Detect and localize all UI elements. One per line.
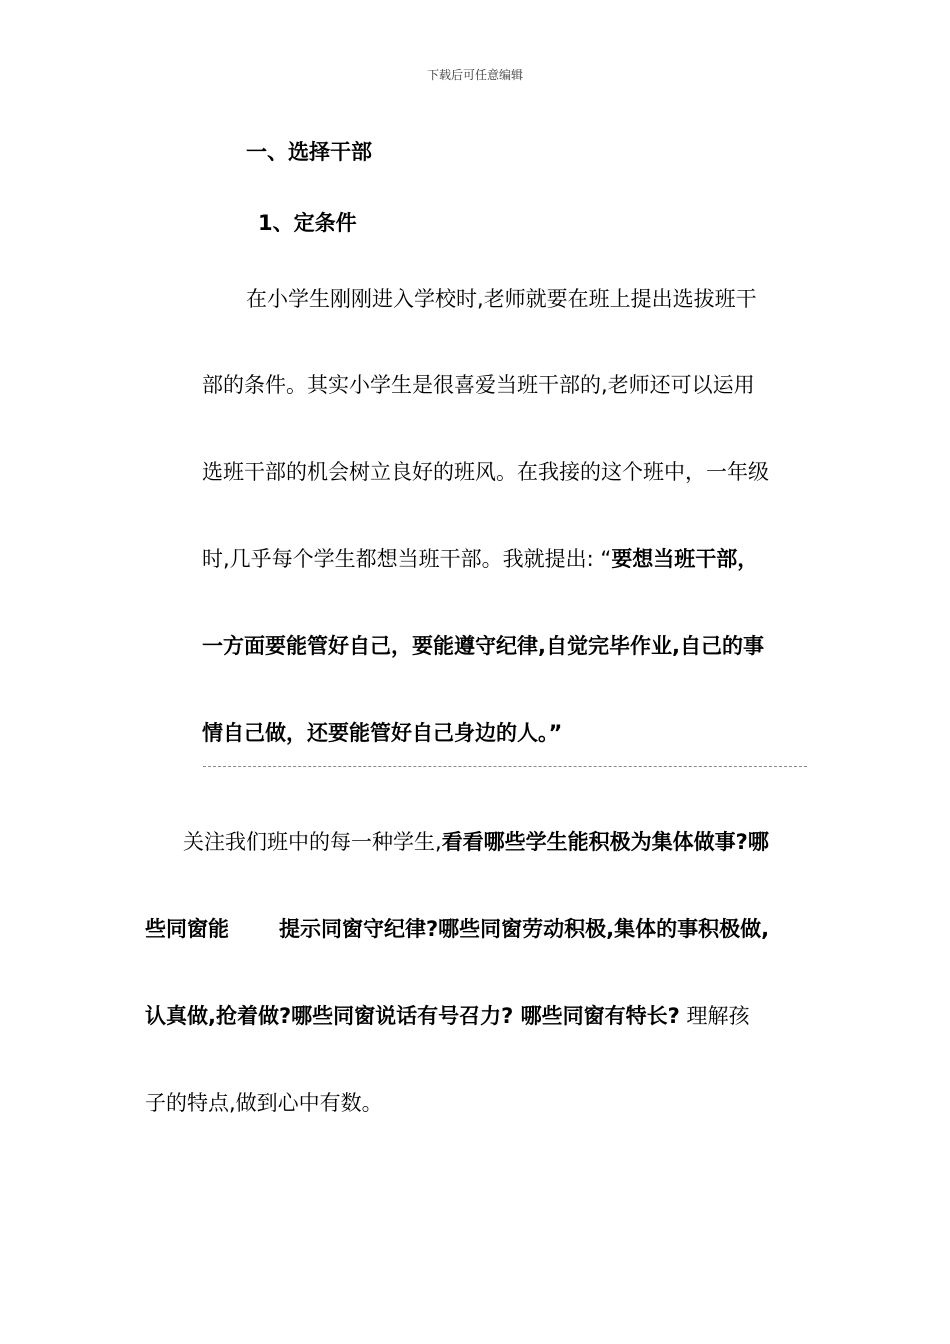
paragraph-1-line-2: 部的条件。其实小学生是很喜爱当班干部的,老师还可以运用 [202, 373, 755, 397]
paragraph-1-line-4 [202, 545, 758, 573]
paragraph-2-line-1-bold: 看看哪些学生能积极为集体做事?哪 [441, 830, 769, 854]
paragraph-1-line-4-regular: 时,几乎每个学生都想当班干部。我就提出: “ [202, 547, 612, 571]
paragraph-2-line-2-part-a: 些同窗能 [145, 917, 229, 941]
subheading-set-conditions: 1、定条件 [258, 211, 357, 235]
paragraph-2-line-4: 子的特点,做到心中有数。 [145, 1091, 383, 1115]
paragraph-2-line-3 [145, 1002, 750, 1030]
dashed-divider [203, 766, 807, 767]
paragraph-2-line-3-regular: 理解孩 [679, 1004, 750, 1028]
paragraph-2-line-2 [145, 915, 769, 943]
paragraph-2-line-3-bold: 认真做,抢着做?哪些同窗说话有号召力? 哪些同窗有特长? [145, 1004, 680, 1028]
paragraph-1-line-6: 情自己做，还要能管好自己身边的人。” [202, 721, 563, 745]
paragraph-1-line-4-bold: 要想当班干部， [611, 547, 759, 571]
paragraph-2-line-1-regular: 关注我们班中的每一种学生, [183, 830, 442, 854]
page-header: 下载后可任意编辑 [426, 68, 523, 82]
paragraph-2-line-1 [183, 828, 769, 856]
paragraph-1-line-3: 选班干部的机会树立良好的班风。在我接的这个班中，一年级 [202, 460, 769, 484]
paragraph-2-line-2-part-b: 提示同窗守纪律?哪些同窗劳动积极,集体的事积极做, [279, 917, 770, 941]
paragraph-1-line-1: 在小学生刚刚进入学校时,老师就要在班上提出选拔班干 [246, 287, 757, 311]
heading-select-cadres: 一、选择干部 [246, 140, 372, 164]
paragraph-1-line-5: 一方面要能管好自己，要能遵守纪律,自觉完毕作业,自己的事 [202, 634, 764, 658]
